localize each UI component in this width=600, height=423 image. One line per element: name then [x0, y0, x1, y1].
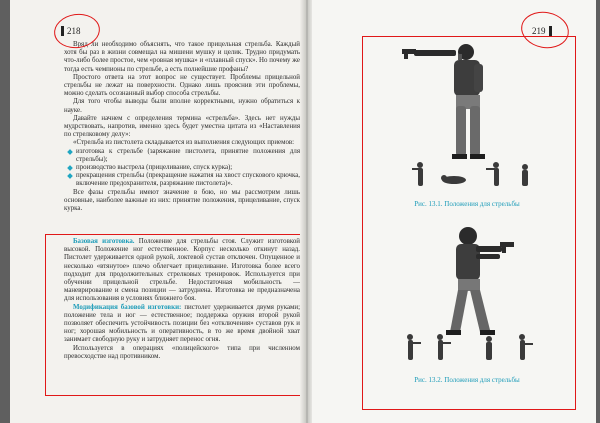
text-annotation-frame	[45, 234, 306, 396]
figures-annotation-frame	[362, 36, 576, 410]
paragraph: Вряд ли необходимо объяснять, что такое прицельная стрельба. Каждый хотя бы раз в жизни совмещал на мишени мушку и целик. Трудно придумать что-либо более простое, чем «ровная мушка» и «плавный спуск». Но почему же тогда есть чемпионы по стрельбе, а есть полнейшие профаны?	[64, 41, 300, 73]
top-text-block	[64, 41, 300, 213]
figure-13-1-caption: Рис. 13.1. Положения для стрельбы	[414, 200, 520, 208]
paragraph: Для того чтобы выводы были вполне корректными, нужно обратиться к науке.	[64, 98, 300, 114]
list-item: производство выстрела (прицеливание, спуск курка);	[76, 164, 300, 172]
right-page	[312, 0, 596, 423]
list-item: прекращения стрельбы (прекращение нажатия на хвост спускового крючка, включение предохранителя, разряжание пистолета)».	[76, 172, 300, 188]
right-page-number: 219	[532, 26, 552, 36]
paragraph: Давайте начнем с определения термина «стрельба». Здесь нет нужды мудрствовать, напротив, именно здесь будет уместна цитата из «Наставления по стрелковому делу»:	[64, 114, 300, 139]
left-page-number: 218	[61, 26, 81, 36]
paragraph: Модификация базовой изготовки: пистолет удерживается двумя руками; положение тела и ног — естественное; поддержка оружия второй рукой позволяет обеспечить устойчивость позиции без «отключения» суставов рук и ног; хорошая мобильность и оперативность, в то же время двойной хват занимает свободную руку и затрудняет перенос огня.	[64, 303, 300, 344]
bullet-icon	[67, 149, 73, 155]
paragraph: Базовая изготовка. Положение для стрельбы стоя. Служит изготовкой высокой. Положение ног естественное. Корпус несколько откинут назад. Пистолет удерживается одной рукой, локтевой сустав отключен. Опущенное и несколько «втянутое» плечо облегчает прицеливание. Изготовка более всего подходит для продолжительных стрелковых тренировок. Используется при обучении прицельной стрельбе. Недостаточная мобильность — маневрирование и смена позиции — затруднена. Изготовка не предназначена для использования в условиях ближнего боя.	[64, 238, 300, 303]
paragraph: Все фазы стрельбы имеют значение в бою, но мы рассмотрим лишь основные, наиболее важные из них: принятие положения, прицеливание, спуск курка.	[64, 188, 300, 213]
steps-list	[64, 148, 300, 189]
bullet-icon	[67, 165, 73, 171]
paragraph: Простого ответа на этот вопрос не существует. Проблемы прицельной стрельбы не лежат на поверхности. Однако лишь прояснив эти проблемы, можно сделать осознанный выбор способа стрельбы.	[64, 73, 300, 98]
figure-13-2-caption: Рис. 13.2. Положения для стрельбы	[414, 376, 520, 384]
list-item: изготовка к стрельбе (заряжание пистолета, принятие положения для стрельбы);	[76, 148, 300, 164]
left-page	[10, 0, 306, 423]
paragraph: Используется в операциях «полицейского» типа при численном превосходстве над противником.	[64, 344, 300, 360]
bullet-icon	[67, 173, 73, 179]
term-modified-stance: Модификация базовой изготовки:	[73, 303, 182, 311]
paragraph: «Стрельба из пистолета складывается из выполнения следующих приемов:	[73, 139, 295, 147]
term-base-stance: Базовая изготовка.	[73, 238, 135, 245]
